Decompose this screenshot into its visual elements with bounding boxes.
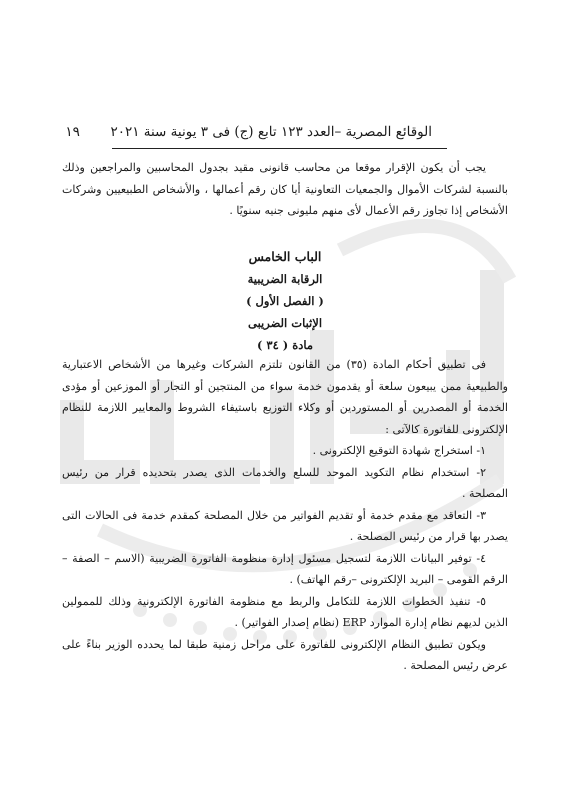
chapter-heading: الباب الخامس bbox=[248, 249, 322, 264]
section-heading: ( الفصل الأول ) bbox=[246, 294, 324, 308]
article-item-2: ٢- استخدام نظام التكويد الموحد للسلع والخدمات الذى يصدر بتحديده قرار من رئيس المصلحة . bbox=[62, 465, 508, 500]
article-lead: فى تطبيق أحكام المادة (٣٥) من القانون تلتزم الشركات وغيرها من الأشخاص الاعتبارية والطبيعية ممن يبيعون سلعة أو يقدمون خدمة سواء من المنتجين أو التجار أو الموزعين أو مؤدى الخدمة أو المصدرين أو المستوردين أو وكلاء التوزيع باستيفاء الشروط والمعايير اللازمة للنظام الإلكترونى للفاتورة كالآتى : bbox=[62, 358, 508, 436]
intro-text: يجب أن يكون الإقرار موقعا من محاسب قانونى مقيد بجدول المحاسبين والمراجعين وذلك بالنسبة لشركات الأموال والجمعيات التعاونية أيا كان رقم أعمالها ، والأشخاص الطبيعيين وشركات الأشخاص إذا تجاوز رقم الأعمال لأى منهم مليونى جنيه سنويًا . bbox=[62, 161, 508, 217]
page-header bbox=[65, 124, 432, 140]
article-heading: مادة ( ٣٤ ) bbox=[256, 338, 314, 352]
section-title: الإثبات الضريبى bbox=[247, 316, 323, 330]
article-closing: ويكون تطبيق النظام الإلكترونى للفاتورة على مراحل زمنية طبقا لما يحدده الوزير بناءً على عرض رئيس المصلحة . bbox=[62, 637, 508, 672]
chapter-title: الرقابة الضريبية bbox=[247, 272, 323, 286]
headings-block bbox=[62, 246, 508, 356]
article-item-3: ٣- التعاقد مع مقدم خدمة أو تقديم الفواتير من خلال المصلحة كمقدم خدمة فى الحالات التى يصدر بها قرار من رئيس المصلحة . bbox=[62, 508, 508, 543]
article-item-5: ٥- تنفيذ الخطوات اللازمة للتكامل والربط مع منظومة الفاتورة الإلكترونية وذلك للممولين الذين لديهم نظام إدارة الموارد ERP (نظام إصدار الفواتير) . bbox=[62, 594, 508, 629]
article-item-4: ٤- توفير البيانات اللازمة لتسجيل مسئول إدارة منظومة الفاتورة الضريبية (الاسم – الصفة – الرقم القومى – البريد الإلكترونى –رقم الهاتف) . bbox=[62, 551, 508, 586]
header-divider bbox=[112, 148, 447, 149]
page-number: ١٩ bbox=[65, 124, 80, 140]
header-title: الوقائع المصرية –العدد ١٢٣ تابع (ج) فى ٣ يونية سنة ٢٠٢١ bbox=[110, 124, 432, 140]
article-body bbox=[62, 354, 508, 677]
intro-paragraph bbox=[62, 157, 508, 222]
article-item-1: ١- استخراج شهادة التوقيع الإلكترونى . bbox=[312, 444, 486, 457]
